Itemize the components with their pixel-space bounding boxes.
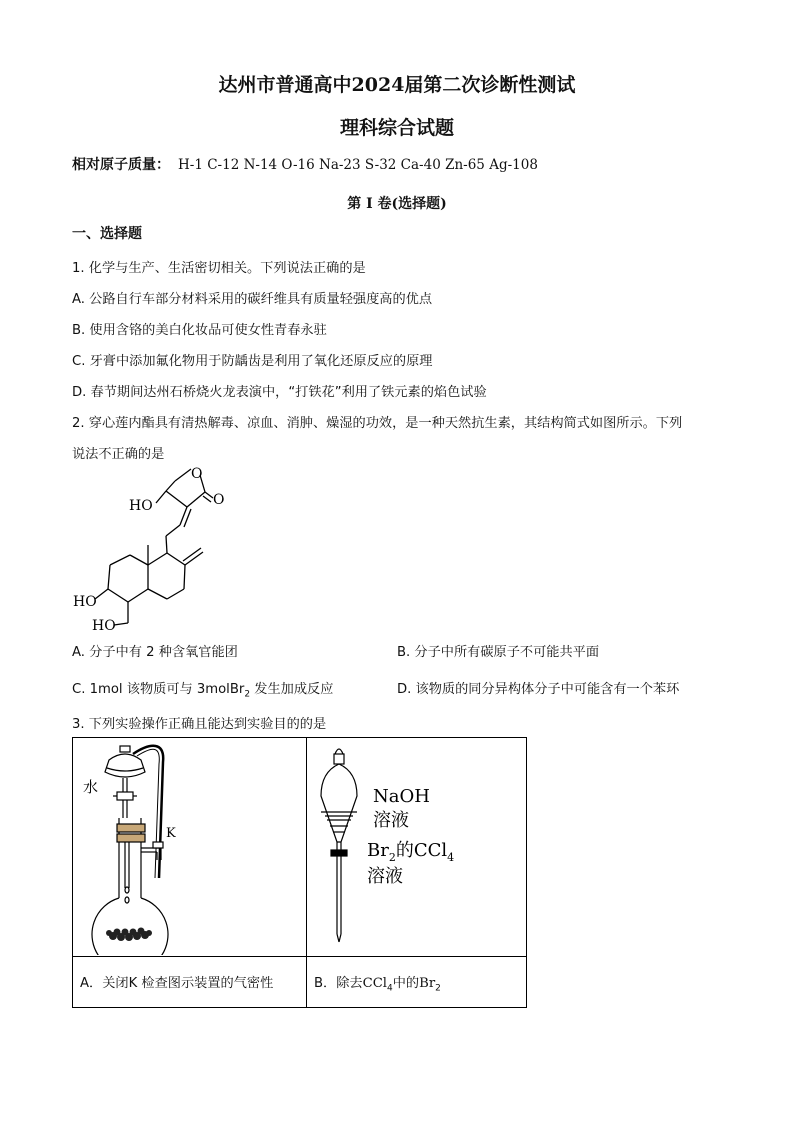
q3-stem: 3. 下列实验操作正确且能达到实验目的的是 bbox=[72, 717, 327, 732]
q1-option-b: B. 使用含铬的美白化妆品可使女性青春永驻 bbox=[72, 323, 327, 338]
atomic-masses bbox=[72, 154, 538, 174]
exam-subtitle: 理科综合试题 bbox=[339, 117, 454, 139]
label-ring-oxygen: O bbox=[191, 466, 203, 482]
q2-stem-line2: 说法不正确的是 bbox=[72, 447, 165, 462]
ccl4-solution-label: 溶液 bbox=[367, 866, 403, 887]
q1-option-d: D. 春节期间达州石桥烧火龙表演中，“打铁花”利用了铁元素的焰色试验 bbox=[72, 385, 487, 400]
br2-ccl4-label: $Br_2$的CCl$_4$ bbox=[367, 840, 455, 864]
q1-stem: 1. 化学与生产、生活密切相关。下列说法正确的是 bbox=[72, 261, 366, 276]
atomic-masses-values: H-1 C-12 N-14 O-16 Na-23 S-32 Ca-40 Zn-65 Ag-108 bbox=[178, 157, 538, 173]
q3-caption-a: A．关闭K 检查图示装置的气密性 bbox=[80, 976, 274, 991]
k-valve-label: K bbox=[166, 826, 176, 841]
q2-option-a: A. 分子中有 2 种含氧官能团 bbox=[72, 645, 238, 660]
naoh-label: NaOH bbox=[373, 786, 430, 807]
q1-option-a: A. 公路自行车部分材料采用的碳纤维具有质量轻强度高的优点 bbox=[72, 292, 433, 307]
section-heading: 一、选择题 bbox=[72, 226, 142, 242]
naoh-solution-label: 溶液 bbox=[373, 810, 409, 831]
q2-stem-line1: 2. 穿心莲内酯具有清热解毒、凉血、消肿、燥湿的功效，是一种天然抗生素，其结构简式如图所示。下列 bbox=[72, 416, 683, 431]
q2-option-c: C. 1mol 该物质可与 3molBr$_2$ 发生加成反应 bbox=[72, 682, 334, 700]
apparatus-figure-a bbox=[73, 738, 305, 955]
water-label: 水 bbox=[83, 778, 99, 796]
q2-option-b: B. 分子中所有碳原子不可能共平面 bbox=[397, 645, 600, 660]
exam-title: 达州市普通高中2024届第二次诊断性测试 bbox=[218, 74, 576, 96]
andrographolide-structure bbox=[70, 462, 240, 634]
label-ho-bottom: HO bbox=[92, 618, 116, 634]
label-carbonyl-oxygen: O bbox=[213, 492, 225, 508]
table-divider-horizontal bbox=[72, 956, 527, 957]
q3-caption-b: B．除去CCl$_4$中的$Br_2$ bbox=[314, 976, 441, 994]
volume-heading: 第 I 卷(选择题) bbox=[347, 196, 447, 212]
label-ho-left: HO bbox=[73, 594, 97, 610]
label-ho-top: HO bbox=[129, 498, 153, 514]
q1-option-c: C. 牙膏中添加氟化物用于防龋齿是利用了氧化还原反应的原理 bbox=[72, 354, 433, 369]
q2-option-d: D. 该物质的同分异构体分子中可能含有一个苯环 bbox=[397, 682, 680, 697]
atomic-masses-label: 相对原子质量： bbox=[72, 157, 170, 173]
separatory-funnel-figure-b bbox=[307, 738, 526, 955]
